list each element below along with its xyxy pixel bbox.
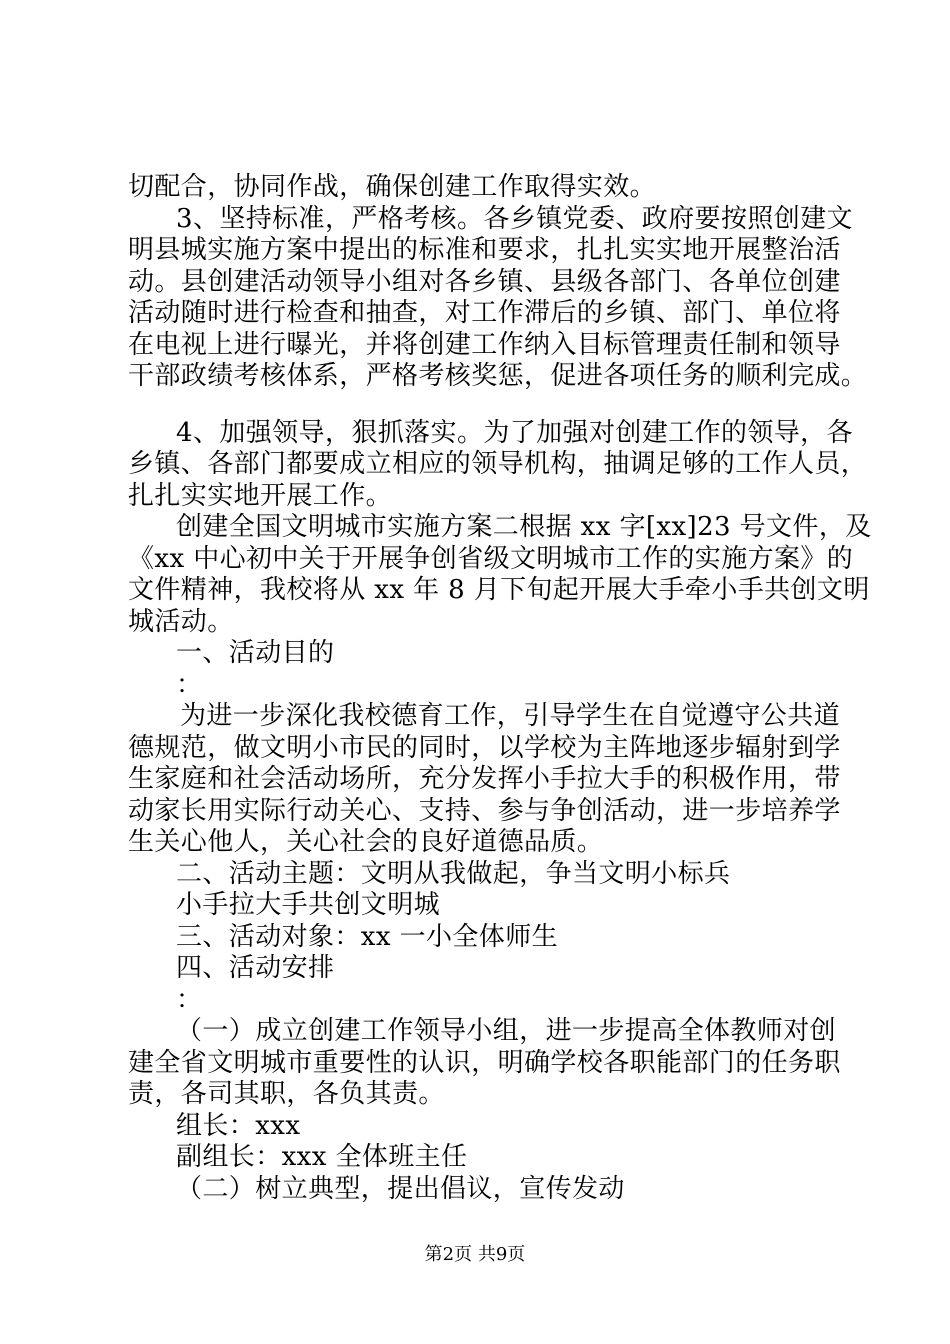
text-line: 文件精神，我校将从 xx 年 8 月下旬起开展大手牵小手共创文明 (128, 575, 870, 605)
section-heading: 四、活动安排 (176, 953, 335, 983)
text-line: 创建全国文明城市实施方案二根据 xx 字[xx]23 号文件，及 (176, 512, 872, 542)
text-line: （一）成立创建工作领导小组，进一步提高全体教师对创 (176, 1016, 837, 1046)
text-line: 生家庭和社会活动场所，充分发挥小手拉大手的积极作用，带 (128, 764, 841, 794)
text-line: 小手拉大手共创文明城 (176, 890, 441, 920)
text-line: 4、加强领导，狠抓落实。为了加强对创建工作的领导，各 (176, 417, 853, 448)
text-line: 在电视上进行曝光，并将创建工作纳入目标管理责任制和领导 (128, 329, 841, 360)
document-body (128, 172, 872, 1205)
text-line: 3、坚持标准，严格考核。各乡镇党委、政府要按照创建文 (176, 203, 853, 234)
text-line: 为进一步深化我校德育工作，引导学生在自觉遵守公共道 (180, 701, 841, 731)
page-number-footer: 第2页 共9页 (424, 1244, 526, 1265)
text-line: 动家长用实际行动关心、支持、参与争创活动，进一步培养学 (128, 795, 841, 826)
text-line: 乡镇、各部门都要成立相应的领导机构，抽调足够的工作人员， (128, 449, 868, 479)
section-heading: 三、活动对象：xx 一小全体师生 (176, 921, 558, 952)
text-line: 《xx 中心初中关于开展争创省级文明城市工作的实施方案》的 (128, 543, 854, 574)
text-line: 干部政绩考核体系，严格考核奖惩，促进各项任务的顺利完成。 (128, 361, 868, 391)
text-line: 德规范，做文明小市民的同时，以学校为主阵地逐步辐射到学 (128, 732, 841, 763)
text-line: 切配合，协同作战，确保创建工作取得实效。 (128, 172, 657, 202)
text-line: 建全省文明城市重要性的认识，明确学校各职能部门的任务职 (128, 1047, 841, 1078)
text-line: ： (176, 669, 203, 700)
text-line: 活动随时进行检查和抽查，对工作滞后的乡镇、部门、单位将 (128, 298, 841, 328)
text-line: 副组长：xxx 全体班主任 (176, 1142, 468, 1172)
text-line: ： (176, 984, 203, 1015)
text-line: 责，各司其职，各负其责。 (128, 1079, 445, 1109)
text-line: 扎扎实实地开展工作。 (128, 480, 393, 511)
text-line: 动。县创建活动领导小组对各乡镇、县级各部门、各单位创建 (128, 266, 841, 297)
text-line: 组长：xxx (176, 1110, 301, 1141)
text-line: 明县城实施方案中提出的标准和要求，扎扎实实地开展整治活 (128, 235, 841, 265)
text-line: （二）树立典型，提出倡议，宣传发动 (176, 1173, 625, 1204)
section-heading: 二、活动主题：文明从我做起，争当文明小标兵 (176, 858, 731, 889)
section-heading: 一、活动目的 (176, 638, 335, 668)
text-line: 生关心他人，关心社会的良好道德品质。 (128, 827, 604, 857)
text-line: 城活动。 (128, 606, 234, 637)
